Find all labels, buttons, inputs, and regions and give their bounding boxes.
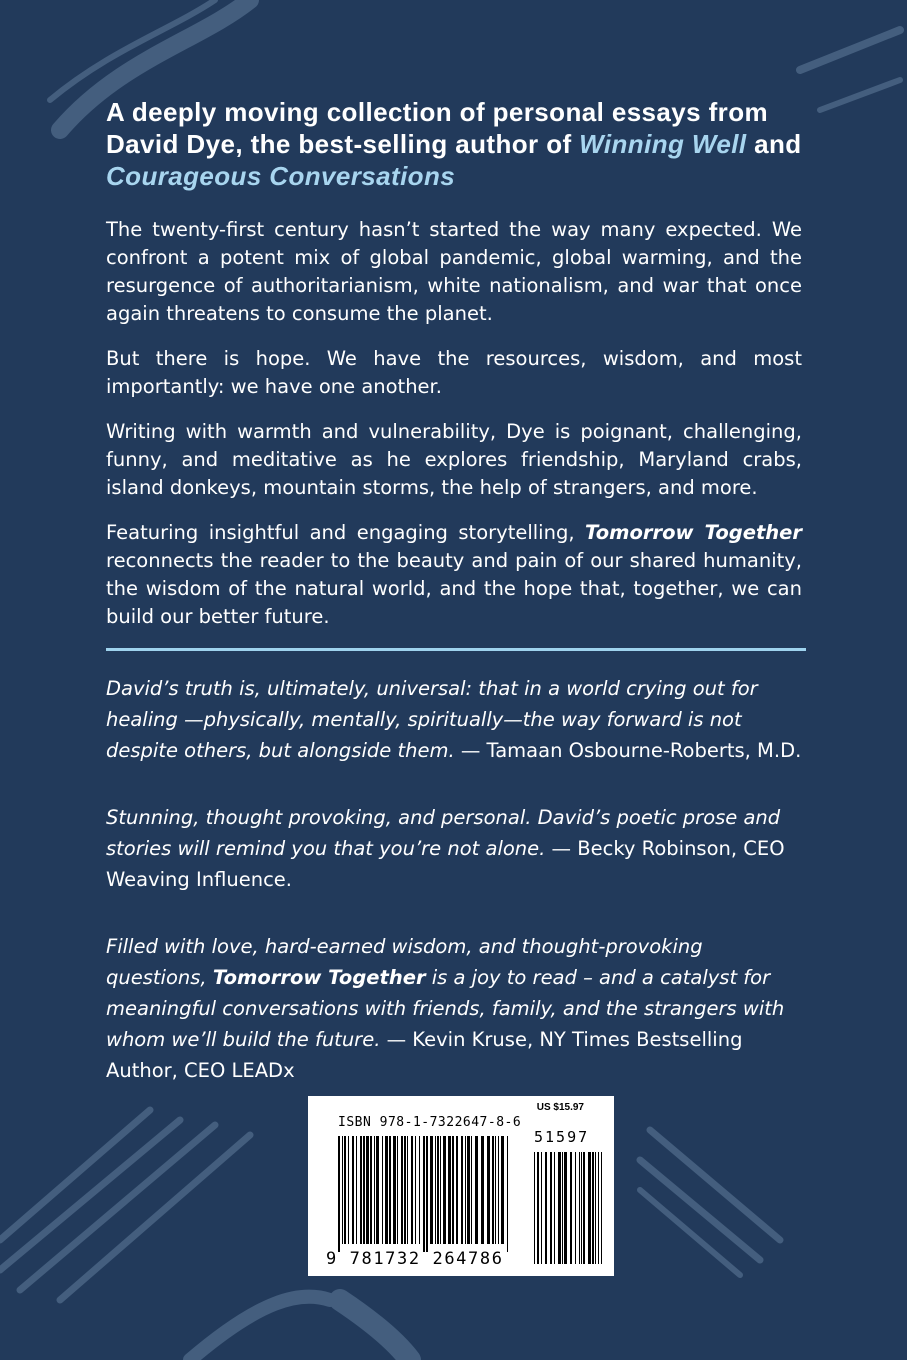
barcode-bar <box>385 1136 388 1244</box>
price-label: US $15.97 <box>536 1102 584 1113</box>
barcode-bar <box>564 1152 567 1264</box>
addon-digits: 51597 <box>534 1128 590 1146</box>
barcode-bar <box>583 1152 585 1264</box>
barcode-bar <box>545 1152 547 1264</box>
barcode-bar <box>366 1136 369 1244</box>
paragraph-4 <box>106 519 802 631</box>
barcode-bar <box>581 1152 582 1264</box>
book-title-winning-well: Winning Well <box>579 129 747 159</box>
barcode-bar <box>426 1136 428 1252</box>
endorsement-3-book-title: Tomorrow Together <box>212 966 426 989</box>
barcode-bar <box>456 1136 458 1244</box>
barcode-bar <box>393 1136 396 1244</box>
barcode-bar <box>595 1152 596 1264</box>
isbn-barcode <box>308 1096 614 1276</box>
barcode-bar <box>407 1136 408 1244</box>
barcode-bar <box>363 1136 365 1244</box>
barcode-bar <box>475 1136 478 1244</box>
endorsement-3-quote-rest: is a joy to read – and a catalyst for meaningful conversations with friends, family, and the strangers with whom we’ll build the future. <box>106 966 785 1051</box>
barcode-bar <box>348 1136 349 1244</box>
barcode-bar <box>370 1136 372 1244</box>
paragraph-1: The twenty-first century hasn’t started the way many expected. We confront a potent mix of global pandemic, global warming, and the resurgence of authoritarianism, white nationalism, and war that once again threatens to consume the planet. <box>106 218 802 325</box>
barcode-bar <box>492 1136 494 1244</box>
endorsement-1 <box>106 673 802 766</box>
endorsement-1-attribution: — Tamaan Osbourne-Roberts, M.D. <box>454 739 802 762</box>
barcode-bar <box>534 1152 535 1264</box>
headline-and: and <box>746 129 802 159</box>
endorsement-3 <box>106 931 802 1086</box>
barcode-bar <box>423 1136 425 1252</box>
endorsement-2-attribution: — Becky Robinson, CEO Weaving Influence. <box>106 837 785 891</box>
back-cover-text <box>106 96 802 1122</box>
endorsement-2 <box>106 802 802 895</box>
paragraph-4-lead: Featuring insightful and engaging storytelling, <box>106 521 585 544</box>
barcode-bar <box>344 1136 346 1244</box>
barcode-bar <box>554 1152 555 1264</box>
barcode-bar <box>537 1152 539 1264</box>
barcode-bar <box>352 1136 354 1244</box>
barcode-bar <box>437 1136 439 1244</box>
book-title-tomorrow-together: Tomorrow Together <box>584 521 802 544</box>
barcode-bar <box>601 1152 602 1264</box>
barcode-bar <box>495 1136 496 1244</box>
barcode-bar <box>376 1136 379 1244</box>
barcode-bar <box>570 1152 572 1264</box>
barcode-bar <box>592 1152 594 1264</box>
barcode-bar <box>435 1136 436 1244</box>
barcode-bar <box>507 1136 508 1252</box>
barcode-bar <box>487 1136 490 1244</box>
paragraph-4-rest: reconnects the reader to the beauty and pain of our shared humanity, the wisdom of the natural world, and the hope that, together, we can build our better future. <box>106 549 802 628</box>
barcode-bar <box>382 1136 383 1244</box>
book-title-courageous-conversations: Courageous Conversations <box>106 161 456 191</box>
barcode-bar <box>588 1152 591 1264</box>
endorsement-2-quote: Stunning, thought provoking, and personal. David’s poetic prose and stories will remind you that you’re not alone. <box>106 806 781 860</box>
paragraph-2: But there is hope. We have the resources, wisdom, and most importantly: we have one another. <box>106 347 802 398</box>
paragraph-3: Writing with warmth and vulnerability, Dye is poignant, challenging, funny, and meditative as he explores friendship, Maryland crabs, island donkeys, mountain storms, the help of strangers, and more. <box>106 420 802 499</box>
barcode-bar <box>440 1136 441 1244</box>
endorsement-3-attribution: — Kevin Kruse, NY Times Bestselling Author, CEO LEADx <box>106 1028 743 1082</box>
barcode-bar <box>419 1136 420 1244</box>
barcode-bar <box>471 1136 472 1244</box>
barcode-bar <box>452 1136 454 1244</box>
barcode-bar <box>338 1136 340 1252</box>
divider-rule <box>106 648 806 651</box>
barcode-bar <box>467 1136 470 1244</box>
barcode-bar <box>550 1152 552 1264</box>
barcode-bar <box>389 1136 391 1244</box>
barcode-bar <box>397 1136 398 1244</box>
barcode-bar <box>401 1136 403 1244</box>
barcode-bar <box>558 1152 561 1264</box>
headline-text: A deeply moving collection of personal essays from David Dye, the best-selling author of <box>106 97 768 159</box>
headline <box>106 96 802 192</box>
barcode-bar <box>498 1136 499 1244</box>
ean-digits: 9 781732 264786 <box>326 1249 504 1269</box>
barcode-bar <box>461 1136 463 1244</box>
endorsement-1-quote: David’s truth is, ultimately, universal: that in a world crying out for healing —physically, mentally, spiritually—the way forward is not despite others, but alongside them. <box>106 677 758 762</box>
barcode-bar <box>541 1152 542 1264</box>
barcode-bar <box>501 1136 504 1244</box>
barcode-bar <box>598 1152 599 1264</box>
barcode-bar <box>430 1136 433 1244</box>
barcode-bar <box>448 1136 451 1244</box>
barcode-bar <box>562 1152 563 1264</box>
barcode-bar <box>404 1136 406 1244</box>
barcode-bar <box>415 1136 416 1244</box>
barcode-bar <box>579 1152 580 1264</box>
isbn-label: ISBN 978-1-7322647-8-6 <box>338 1115 522 1130</box>
barcode-bar <box>374 1136 375 1244</box>
barcode-bar <box>356 1136 357 1244</box>
endorsement-3-quote-lead: Filled with love, hard-earned wisdom, and thought-provoking questions, <box>106 935 703 989</box>
barcode-bar <box>360 1136 362 1244</box>
barcode-bar <box>342 1136 343 1244</box>
barcode-bar <box>411 1136 413 1244</box>
barcode-bar <box>443 1136 446 1244</box>
barcode-bar <box>465 1136 466 1244</box>
barcode-bar <box>575 1152 576 1264</box>
barcode-bar <box>481 1136 484 1244</box>
